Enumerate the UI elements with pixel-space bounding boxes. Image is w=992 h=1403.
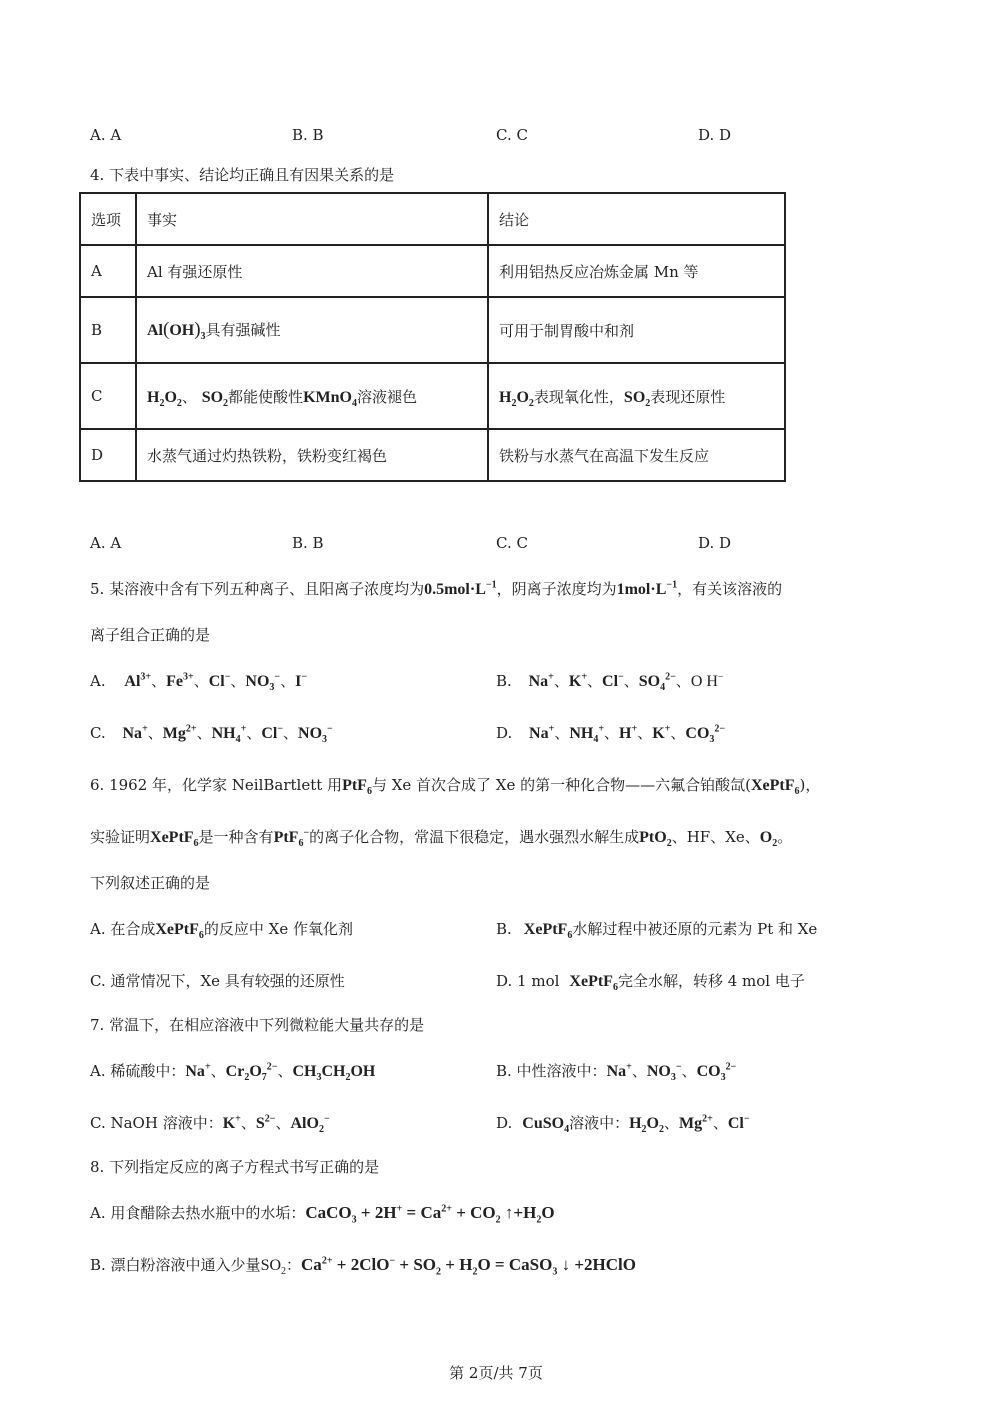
q6-option-a[interactable]: A. 在合成XePtF$_6$的反应中 Xe 作氧化剂	[90, 920, 353, 942]
formula-h2o2: $H_2O_2$	[499, 388, 534, 409]
facts-table	[79, 192, 786, 482]
q7-stem: 7. 常温下，在相应溶液中下列微粒能大量共存的是	[90, 1016, 425, 1034]
q4-stem: 4. 下表中事实、结论均正确且有因果关系的是	[90, 166, 395, 184]
q6-stem-line3: 下列叙述正确的是	[90, 874, 211, 892]
q3-option-c[interactable]: C. C	[496, 126, 528, 144]
formula-so2: $SO_2$	[201, 388, 229, 409]
q3-option-d[interactable]: D. D	[698, 126, 732, 144]
row-label: A	[80, 245, 136, 297]
row-conclusion: 利用铝热反应冶炼金属 Mn 等	[488, 245, 785, 297]
table-row	[80, 245, 785, 297]
q7-option-b[interactable]: B. 中性溶液中：Na+、$NO_3^-$、$CO_3^{2-}$	[496, 1061, 737, 1084]
row-label: D	[80, 429, 136, 481]
q5-option-c[interactable]: C. Na+、$Mg^{2+}$、$NH_4^+$、Cl−、$NO_3^-$	[90, 723, 333, 746]
q3-option-a[interactable]: A. A	[90, 126, 122, 144]
formula-ptf6-anion: PtF$_6$−	[273, 827, 310, 850]
q4-options	[90, 534, 850, 558]
row-fact: Al 有强还原性	[136, 245, 488, 297]
conc-cation: $0.5mol\cdot L^{-1}$	[424, 579, 497, 598]
q5-stem-line1: 5. 某溶液中含有下列五种离子、且阳离子浓度均为$0.5mol\cdot L^{-1}$，阴离子浓度均为$1mol\cdot L^{-1}$，有关该溶液的	[90, 579, 783, 598]
formula-xeptf6: XePtF$_6$	[750, 777, 800, 798]
row-fact: 水蒸气通过灼热铁粉，铁粉变红褐色	[136, 429, 488, 481]
header-option: 选项	[80, 193, 136, 245]
q4-option-b[interactable]: B. B	[292, 534, 324, 552]
q6-stem-line2: 实验证明XePtF$_6$是一种含有PtF$_6$−的离子化合物，常温下很稳定，遇水强烈水解生成PtO$_2$、HF、Xe、$O_2$。	[90, 827, 793, 850]
table-header-row	[80, 193, 785, 245]
q3-option-b[interactable]: B. B	[292, 126, 324, 144]
row-label: C	[80, 363, 136, 429]
row-fact: $H_2O_2$、 $SO_2$都能使酸性KMnO$_4$溶液褪色	[136, 363, 488, 429]
conc-anion: $1mol\cdot L^{-1}$	[616, 579, 678, 598]
q6-option-c[interactable]: C. 通常情况下，Xe 具有较强的还原性	[90, 972, 345, 990]
row-fact: $Al(OH)_3$具有强碱性	[136, 297, 488, 363]
row-conclusion: 铁粉与水蒸气在高温下发生反应	[488, 429, 785, 481]
q7-option-a[interactable]: A. 稀硫酸中：Na+、$Cr_2O_7^{2-}$、$CH_3CH_2OH$	[90, 1061, 376, 1084]
q5-option-d[interactable]: D. Na+、$NH_4^+$、H+、K+、$CO_3^{2-}$	[496, 723, 726, 746]
row-label: B	[80, 297, 136, 363]
q3-options	[90, 126, 850, 150]
formula-h2o2: $H_2O_2$	[147, 388, 182, 409]
formula-kmno4: KMnO$_4$	[303, 388, 357, 409]
row-conclusion: 可用于制胃酸中和剂	[488, 297, 785, 363]
q8-option-b[interactable]: B. 漂白粉溶液中通入少量$SO_2$：$Ca^{2+} + 2ClO^- + SO_2 + H_2O$ = CaSO$_3$ ↓ +2HClO	[90, 1255, 636, 1278]
table-row	[80, 429, 785, 481]
header-conclusion: 结论	[488, 193, 785, 245]
q5-option-a[interactable]: A. $Al^{3+}$、$Fe^{3+}$、Cl−、$NO_3^-$、I−	[90, 671, 308, 694]
q5-stem-line2: 离子组合正确的是	[90, 626, 211, 644]
q4-option-d[interactable]: D. D	[698, 534, 732, 552]
table-row	[80, 363, 785, 429]
q6-option-d[interactable]: D. 1 mol XePtF$_6$完全水解，转移 4 mol 电子	[496, 972, 805, 994]
q7-option-d[interactable]: D. CuSO$_4$溶液中：$H_2O_2$、$Mg^{2+}$、Cl−	[496, 1113, 750, 1136]
header-fact: 事实	[136, 193, 488, 245]
formula-pto2: PtO$_2$	[639, 829, 672, 850]
q7-option-c[interactable]: C. NaOH 溶液中：K+、$S^{2-}$、AlO$_2$−	[90, 1113, 330, 1136]
q8-option-a[interactable]: A. 用食醋除去热水瓶中的水垢：CaCO$_3$ + $2H^+ = Ca^{2+} + CO_2$ $↑+H_2O$	[90, 1203, 555, 1226]
q6-option-b[interactable]: B. XePtF$_6$水解过程中被还原的元素为 Pt 和 Xe	[496, 920, 818, 942]
formula-o2: $O_2$	[759, 829, 778, 850]
q5-option-b[interactable]: B. Na+、K+、Cl−、$SO_4^{2-}$、O H−	[496, 671, 724, 694]
q4-option-a[interactable]: A. A	[90, 534, 122, 552]
q6-stem-line1: 6. 1962 年，化学家 NeilBartlett 用PtF$_6$与 Xe 首次合成了 Xe 的第一种化合物——六氟合铂酸氙(XePtF$_6$)，	[90, 776, 821, 798]
q8-stem: 8. 下列指定反应的离子方程式书写正确的是	[90, 1158, 380, 1176]
page-footer: 第 2页/共 7页	[449, 1364, 543, 1382]
formula-ptf6: PtF$_6$	[342, 777, 372, 798]
row-conclusion: $H_2O_2$表现氧化性，$SO_2$表现还原性	[488, 363, 785, 429]
formula-xeptf6: XePtF$_6$	[150, 829, 199, 850]
formula-so2: $SO_2$	[623, 388, 651, 409]
table-row	[80, 297, 785, 363]
q4-option-c[interactable]: C. C	[496, 534, 528, 552]
formula-aloh3: $Al(OH)_3$	[147, 319, 206, 343]
